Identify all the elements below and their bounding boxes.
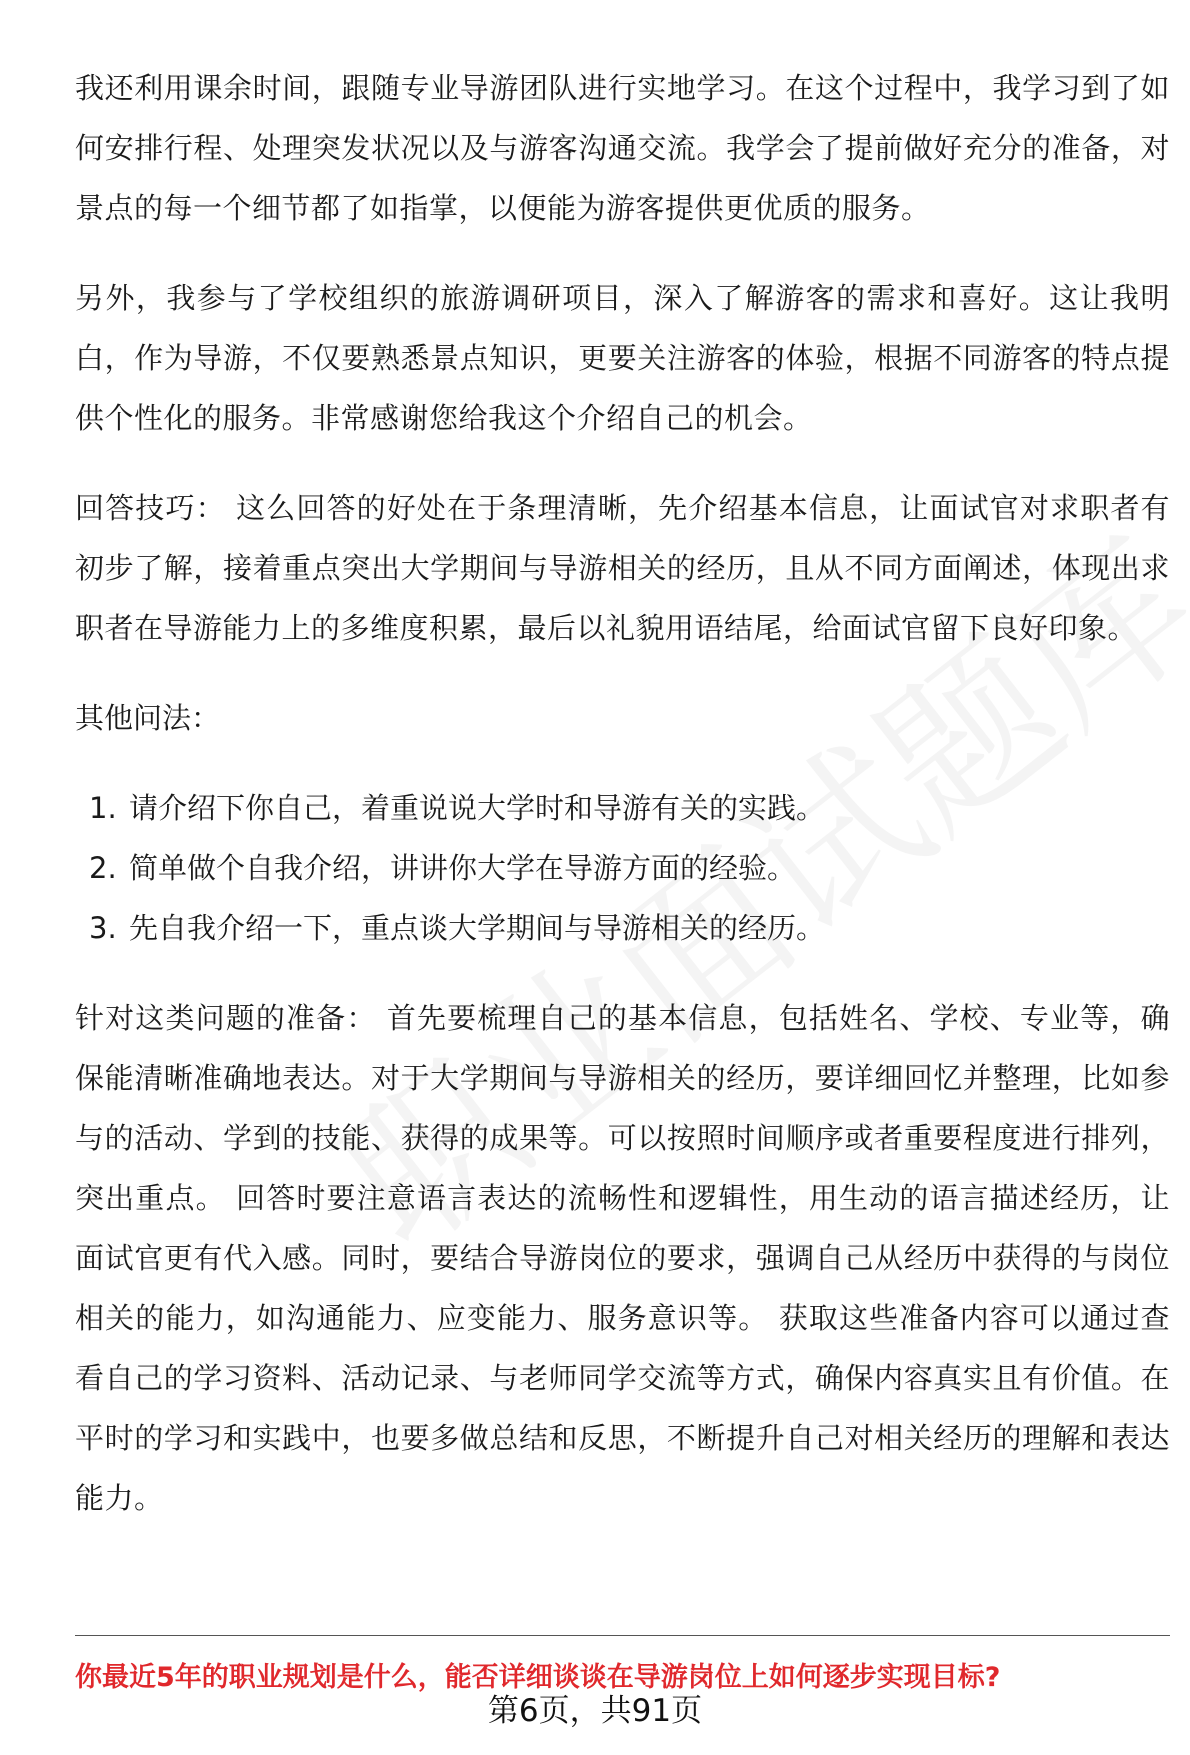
paragraph-preparation: 针对这类问题的准备： 首先要梳理自己的基本信息，包括姓名、学校、专业等，确保能清晰准确地表达。对于大学期间与导游相关的经历，要详细回忆并整理，比如参与的活动、学到的技能、获得的成果等。可以按照时间顺序或者重要程度进行排列，突出重点。 回答时要注意语言表达的流畅性和逻辑性，用生动的语言描述经历，让面试官更有代入感。同时，要结合导游岗位的要求，强调自己从经历中获得的与岗位相关的能力，如沟通能力、应变能力、服务意识等。 获取这些准备内容可以通过查看自己的学习资料、活动记录、与老师同学交流等方式，确保内容真实且有价值。在平时的学习和实践中，也要多做总结和反思，不断提升自己对相关经历的理解和表达能力。 [75, 1001, 1170, 1515]
document-body [75, 58, 1170, 1558]
paragraph-research: 另外，我参与了学校组织的旅游调研项目，深入了解游客的需求和喜好。这让我明白，作为导游，不仅要熟悉景点知识，更要关注游客的体验，根据不同游客的特点提供个性化的服务。非常感谢您给我这个介绍自己的机会。 [75, 281, 1170, 435]
other-questions-list [75, 778, 1170, 958]
list-item [75, 898, 1170, 958]
list-text: 先自我介绍一下，重点谈大学期间与导游相关的经历。 [129, 911, 826, 945]
paragraph-practice: 我还利用课余时间，跟随专业导游团队进行实地学习。在这个过程中，我学习到了如何安排行程、处理突发状况以及与游客沟通交流。我学会了提前做好充分的准备，对景点的每一个细节都了如指掌，以便能为游客提供更优质的服务。 [75, 71, 1170, 225]
page-footer: 第6页，共91页 [487, 1693, 703, 1729]
list-number: 3. [89, 911, 117, 945]
section-divider [75, 1635, 1170, 1636]
list-item [75, 838, 1170, 898]
list-number: 2. [89, 851, 117, 885]
list-text: 简单做个自我介绍，讲讲你大学在导游方面的经验。 [129, 851, 797, 885]
list-text: 请介绍下你自己，着重说说大学时和导游有关的实践。 [129, 791, 826, 825]
list-number: 1. [89, 791, 117, 825]
next-question-title: 你最近5年的职业规划是什么，能否详细谈谈在导游岗位上如何逐步实现目标? [75, 1662, 1001, 1693]
list-item [75, 778, 1170, 838]
other-questions-heading: 其他问法： [75, 701, 221, 735]
paragraph-answer-tips: 回答技巧： 这么回答的好处在于条理清晰，先介绍基本信息，让面试官对求职者有初步了解，接着重点突出大学期间与导游相关的经历，且从不同方面阐述，体现出求职者在导游能力上的多维度积累，最后以礼貌用语结尾，给面试官留下良好印象。 [75, 491, 1170, 645]
